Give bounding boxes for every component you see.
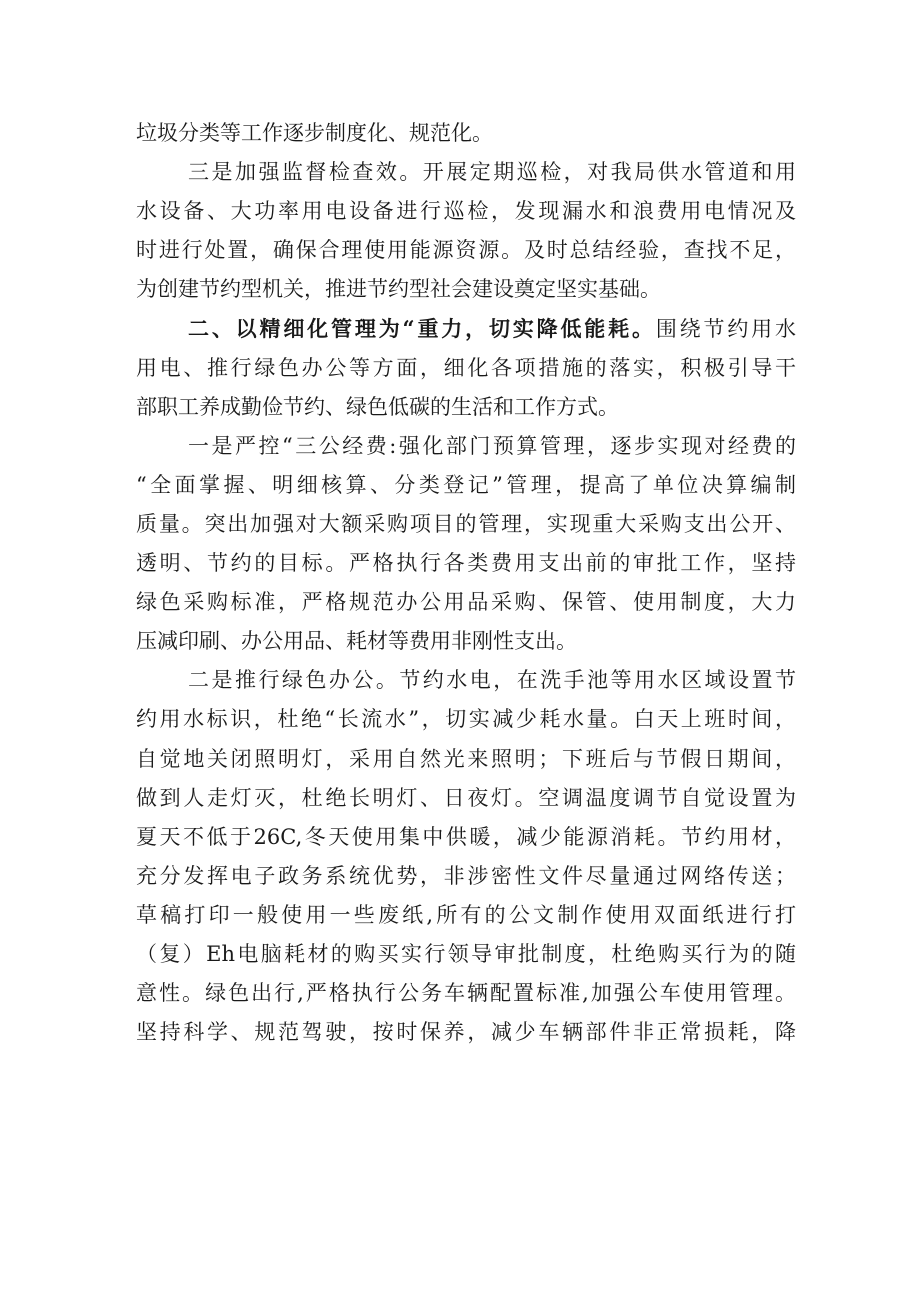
paragraph-line: 为创建节约型机关，推进节约型社会建设奠定坚实基础。 (136, 277, 661, 302)
paragraph-line: 三是加强监督检查效。开展定期巡检，对我局供水管道和用 (188, 160, 796, 185)
body-text (136, 114, 796, 1052)
paragraph-line: 压减印刷、办公用品、耗材等费用非刚性支出。 (136, 629, 577, 654)
paragraph-line: 约用水标识，杜绝“长流水”，切实减少耗水量。白天上班时间， (136, 707, 796, 732)
paragraph-line: 绿色采购标准，严格规范办公用品采购、保管、使用制度，大力 (136, 590, 796, 615)
paragraph-line: 一是严控“三公经费:强化部门预算管理，逐步实现对经费的 (188, 433, 796, 458)
paragraph-line: 用电、推行绿色办公等方面，细化各项措施的落实，积极引导干 (136, 355, 796, 380)
paragraph-line: 水设备、大功率用电设备进行巡检，发现漏水和浪费用电情况及 (136, 199, 796, 224)
paragraph-line: 意性。绿色出行,严格执行公务车辆配置标准,加强公车使用管理。 (136, 981, 796, 1006)
paragraph-line: 时进行处置，确保合理使用能源资源。及时总结经验，查找不足， (136, 238, 796, 263)
paragraph-line: 坚持科学、规范驾驶，按时保养，减少车辆部件非正常损耗，降 (136, 1020, 796, 1045)
paragraph-line: “全面掌握、明细核算、分类登记”管理，提高了单位决算编制 (136, 472, 796, 497)
paragraph-line: 夏天不低于26C,冬天使用集中供暖，减少能源消耗。节约用材， (136, 824, 796, 849)
section-heading-continuation: 围绕节约用水 (655, 317, 797, 342)
paragraph-line: 部职工养成勤俭节约、绿色低碳的生活和工作方式。 (136, 394, 619, 419)
paragraph-line: 垃圾分类等工作逐步制度化、规范化。 (136, 121, 493, 145)
paragraph-line: （复）Eh电脑耗材的购买实行领导审批制度，杜绝购买行为的随 (136, 941, 796, 966)
section-heading-line (136, 309, 796, 348)
paragraph-line: 做到人走灯灭，杜绝长明灯、日夜灯。空调温度调节自觉设置为 (136, 785, 796, 810)
paragraph-line: 草稿打印一般使用一些废纸,所有的公文制作使用双面纸进行打 (136, 902, 796, 927)
paragraph-line: 二是推行绿色办公。节约水电，在洗手池等用水区域设置节 (188, 668, 796, 693)
paragraph-line: 自觉地关闭照明灯，采用自然光来照明；下班后与节假日期间， (136, 746, 796, 771)
paragraph-line: 充分发挥电子政务系统优势，非涉密性文件尽量通过网络传送； (136, 863, 796, 888)
paragraph-line: 透明、节约的目标。严格执行各类费用支出前的审批工作，坚持 (136, 551, 796, 576)
section-heading: 二、以精细化管理为“重力，切实降低能耗。 (188, 316, 656, 342)
paragraph-line: 质量。突出加强对大额采购项目的管理，实现重大采购支出公开、 (136, 511, 796, 536)
